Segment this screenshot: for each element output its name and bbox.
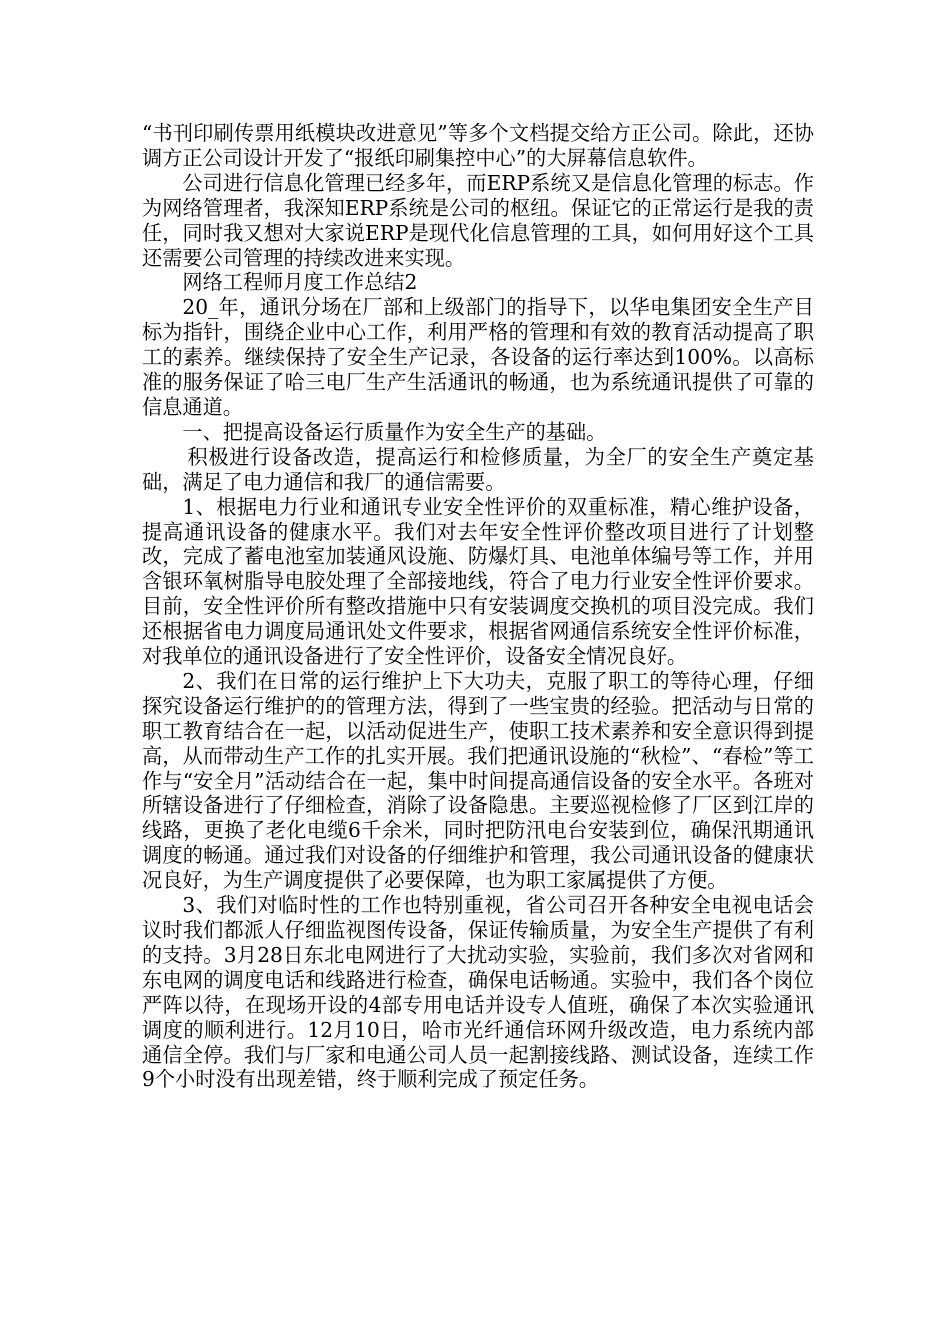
paragraph-continuation: “书刊印刷传票用纸模块改进意见”等多个文档提交给方正公司。除此，还协调方正公司设计开发了“报纸印刷集控中心”的大屏幕信息软件。 (142, 121, 814, 170)
paragraph-item-2: 2、我们在日常的运行维护上下大功夫，克服了职工的等待心理，仔细探究设备运行维护的的管理方法，得到了一些宝贵的经验。把活动与日常的职工教育结合在一起，以活动促进生产，使职工技术素养和安全意识得到提高，从而带动生产工作的扎实开展。我们把通讯设施的“秋检”、“春检”等工作与“安全月”活动结合在一起，集中时间提高通信设备的安全水平。各班对所辖设备进行了仔细检查，消除了设备隐患。主要巡视检修了厂区到江岸的线路，更换了老化电缆6千余米，同时把防汛电台安装到位，确保汛期通讯调度的畅通。通过我们对设备的仔细维护和管理，我公司通讯设备的健康状况良好，为生产调度提供了必要保障，也为职工家属提供了方便。 (142, 668, 814, 893)
paragraph-intro: 20_年，通讯分场在厂部和上级部门的指导下，以华电集团安全生产目标为指针，围绕企业中心工作，利用严格的管理和有效的教育活动提高了职工的素养。继续保持了安全生产记录，各设备的运行率达到100%。以高标准的服务保证了哈三电厂生产生活通讯的畅通，也为系统通讯提供了可靠的信息通道。 (142, 295, 814, 419)
document-page (142, 121, 814, 1092)
paragraph-erp: 公司进行信息化管理已经多年，而ERP系统又是信息化管理的标志。作为网络管理者，我深知ERP系统是公司的枢纽。保证它的正常运行是我的责任，同时我又想对大家说ERP是现代化信息管理的工具，如何用好这个工具还需要公司管理的持续改进来实现。 (142, 170, 814, 270)
paragraph-item-1: 1、根据电力行业和通讯专业安全性评价的双重标准，精心维护设备，提高通讯设备的健康水平。我们对去年安全性评价整改项目进行了计划整改，完成了蓄电池室加装通风设施、防爆灯具、电池单体编号等工作，并用含银环氧树脂导电胶处理了全部接地线，符合了电力行业安全性评价要求。目前，安全性评价所有整改措施中只有安装调度交换机的项目没完成。我们还根据省电力调度局通讯处文件要求，根据省网通信系统安全性评价标准，对我单位的通讯设备进行了安全性评价，设备安全情况良好。 (142, 494, 814, 669)
paragraph-equipment: 积极进行设备改造，提高运行和检修质量，为全厂的安全生产奠定基础，满足了电力通信和我厂的通信需要。 (142, 444, 814, 494)
section-title: 网络工程师月度工作总结2 (182, 270, 418, 295)
paragraph-item-3: 3、我们对临时性的工作也特别重视，省公司召开各种安全电视电话会议时我们都派人仔细监视图传设备，保证传输质量，为安全生产提供了有利的支持。3月28日东北电网进行了大扰动实验，实验前，我们多次对省网和东电网的调度电话和线路进行检查，确保电话畅通。实验中，我们各个岗位严阵以待，在现场开设的4部专用电话并设专人值班，确保了本次实验通讯调度的顺利进行。12月10日，哈市光纤通信环网升级改造，电力系统内部通信全停。我们与厂家和电通公司人员一起割接线路、测试设备，连续工作9个小时没有出现差错，终于顺利完成了预定任务。 (142, 893, 814, 1092)
section-heading-one: 一、把提高设备运行质量作为安全生产的基础。 (182, 419, 607, 444)
